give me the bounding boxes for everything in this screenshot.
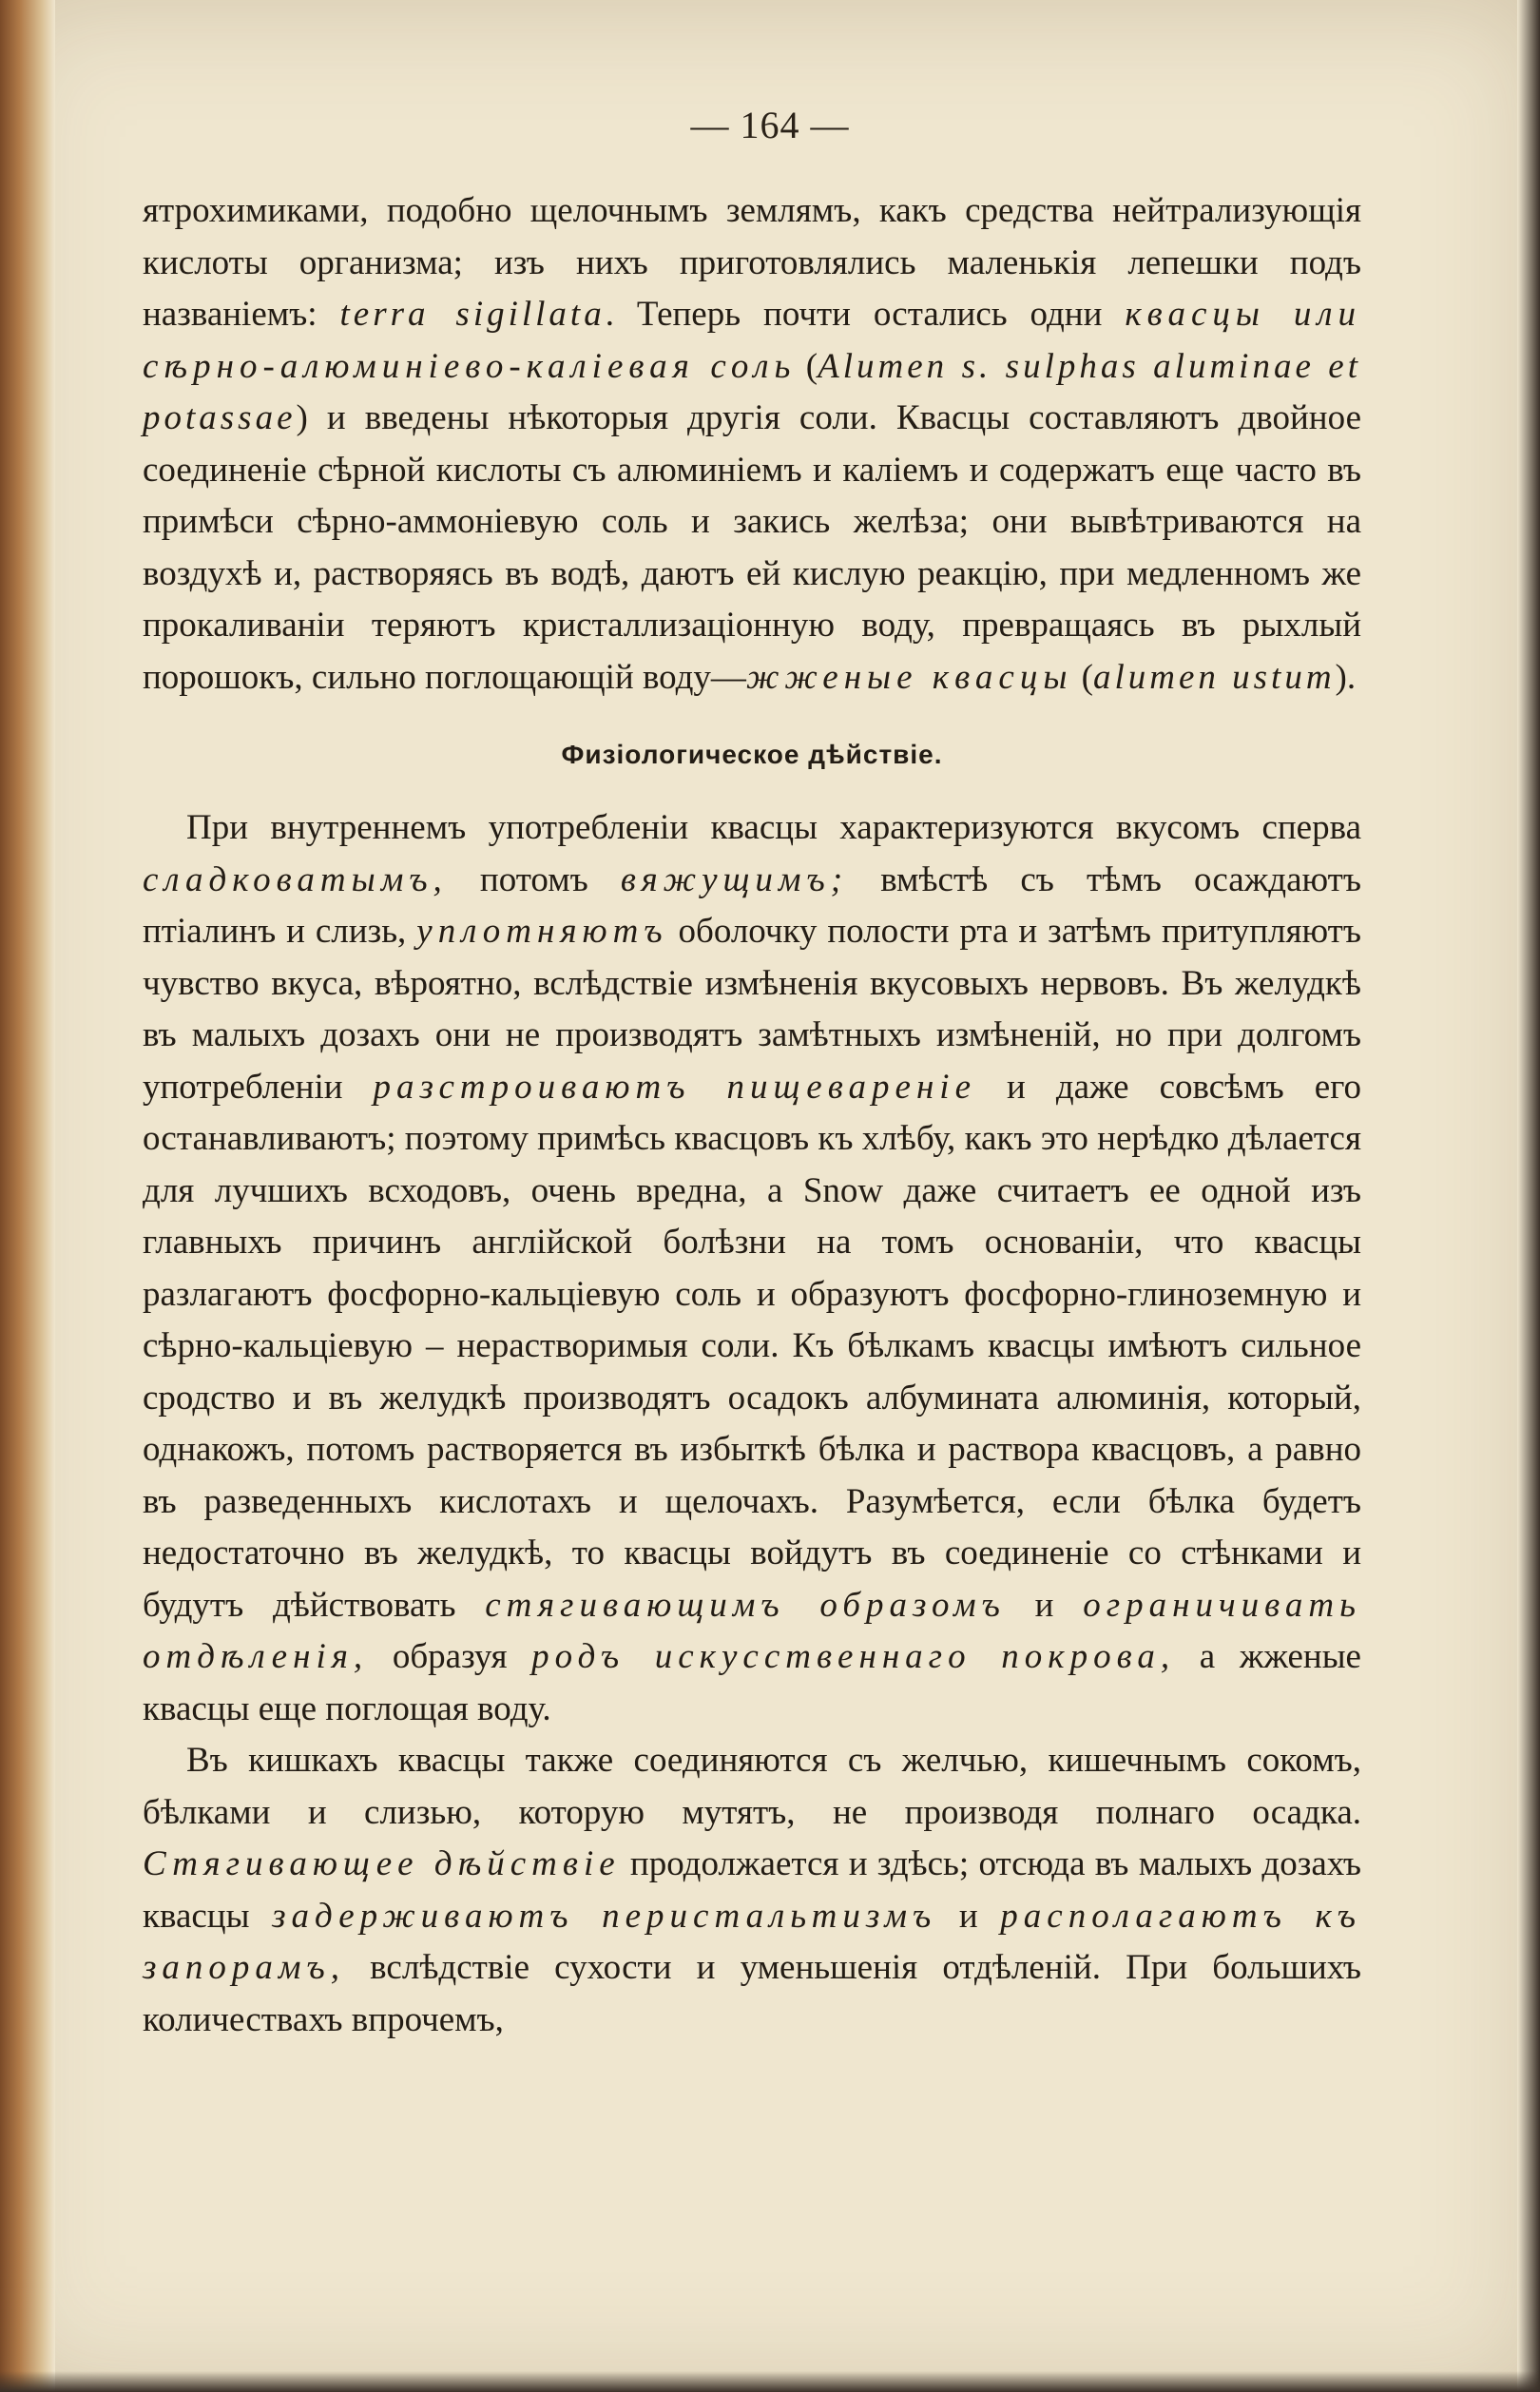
emphasized-text: вяжущимъ; <box>620 859 849 899</box>
emphasized-text: жженые квасцы <box>745 657 1073 697</box>
body-text: ( <box>1072 657 1093 697</box>
body-text: ) и введены нѣкоторыя другія соли. Квасцы составляютъ двойное соединеніе сѣрной кислоты съ алюминіемъ и каліемъ и содержатъ еще часто въ примѣси сѣрно-аммоніевую соль и закись желѣза; они вывѣтриваются на воздухѣ и, растворяясь въ водѣ, даютъ ей кислую реакцію, при медленномъ же прокаливаніи теряютъ кристаллизаціонную воду, превращаясь въ рыхлый порошокъ, сильно поглощающій воду— <box>143 398 1361 697</box>
emphasized-text: стягивающимъ образомъ <box>485 1585 1006 1625</box>
body-text: Въ кишкахъ квасцы также соединяются съ желчью, кишечнымъ сокомъ, бѣлками и слизью, которую мутятъ, не производя полнаго осадка. <box>143 1741 1361 1832</box>
emphasized-text: располагаютъ къ запорамъ, <box>143 1896 1361 1987</box>
emphasized-text: сладковатымъ, <box>143 859 448 899</box>
emphasized-text: ограничивать отдѣленія, <box>143 1585 1361 1676</box>
body-text: оболочку полости рта и затѣмъ притупляютъ чувство вкуса, вѣроятно, вслѣдствіе измѣненія вкусовыхъ нервовъ. Въ желудкѣ въ малыхъ дозахъ они не производятъ замѣтныхъ измѣненій, но при долгомъ употребленіи <box>143 912 1361 1107</box>
page-body <box>143 185 1361 2046</box>
body-text: и даже совсѣмъ его останавливаютъ; поэтому примѣсь квасцовъ къ хлѣбу, какъ это нерѣдко дѣлается для лучшихъ всходовъ, очень вредна, а Snow даже считаетъ ее одной изъ главныхъ причинъ англійской болѣзни на томъ основаніи, что квасцы разлагаютъ фосфорно-кальціевую соль и образуютъ фосфорно-глиноземную и сѣрно-кальціевую – нерастворимыя соли. Къ бѣлкамъ квасцы имѣютъ сильное сродство и въ желудкѣ производятъ осадокъ албумината алюминія, который, однакожъ, потомъ растворяется въ избыткѣ бѣлка и раствора квасцовъ, а равно въ разведенныхъ кислотахъ и щелочахъ. Разумѣется, если бѣлка будетъ недостаточно въ желудкѣ, то квасцы войдутъ въ соединеніе со стѣнками и будутъ дѣйствовать <box>143 1067 1361 1625</box>
emphasized-text: Стягивающее дѣйствіе <box>143 1844 621 1883</box>
page-number: — 164 — <box>690 104 850 146</box>
body-text: ятрохимиками, подобно щелочнымъ землямъ, какъ средства нейтрализующія кислоты организма; изъ нихъ приготовлялись маленькія лепешки подъ названіемъ: <box>143 191 1361 334</box>
paragraph-alum-description <box>143 185 1361 704</box>
body-text: а жженые квасцы еще поглощая воду. <box>143 1637 1361 1728</box>
emphasized-text: квасцы или сѣрно-алюминіево-каліевая соль <box>143 295 1361 386</box>
body-text: При внутреннемъ употребленіи квасцы характеризуются вкусомъ сперва <box>186 808 1361 847</box>
emphasized-text: задерживаютъ перистальтизмъ <box>272 1896 937 1936</box>
book-spine-shadow <box>0 0 55 2392</box>
body-text: образуя <box>368 1637 532 1676</box>
section-heading: Физіологическое дѣйствіе. <box>561 740 943 769</box>
body-text: вслѣдствіе сухости и уменьшенія отдѣленій. При большихъ количествахъ впрочемъ, <box>143 1948 1361 2039</box>
page-right-edge <box>1517 0 1540 2392</box>
body-text: и <box>936 1896 1001 1936</box>
body-text: потомъ <box>447 859 621 899</box>
body-text: ( <box>796 346 818 386</box>
emphasized-text: уплотняютъ <box>416 912 668 951</box>
body-text: . Теперь почти остались одни <box>605 295 1126 334</box>
body-text: ). <box>1335 657 1357 697</box>
page-bottom-edge <box>0 2371 1540 2392</box>
body-text: вмѣстѣ съ тѣмъ осаждаютъ птіалинъ и слизь, <box>143 859 1361 951</box>
body-text: и <box>1005 1585 1084 1625</box>
latin-term: alumen ustum <box>1092 657 1336 697</box>
latin-term: Alumen s. sulphas aluminae et potassae <box>143 346 1362 437</box>
paragraph-internal-use <box>143 802 1361 1735</box>
latin-term: terra sigillata <box>339 295 606 334</box>
emphasized-text: разстроиваютъ пищевареніе <box>373 1067 977 1107</box>
paragraph-intestines <box>143 1735 1361 2046</box>
body-text: продолжается и здѣсь; отсюда въ малыхъ дозахъ квасцы <box>143 1844 1361 1936</box>
emphasized-text: родъ искусственнаго покрова, <box>531 1637 1176 1676</box>
